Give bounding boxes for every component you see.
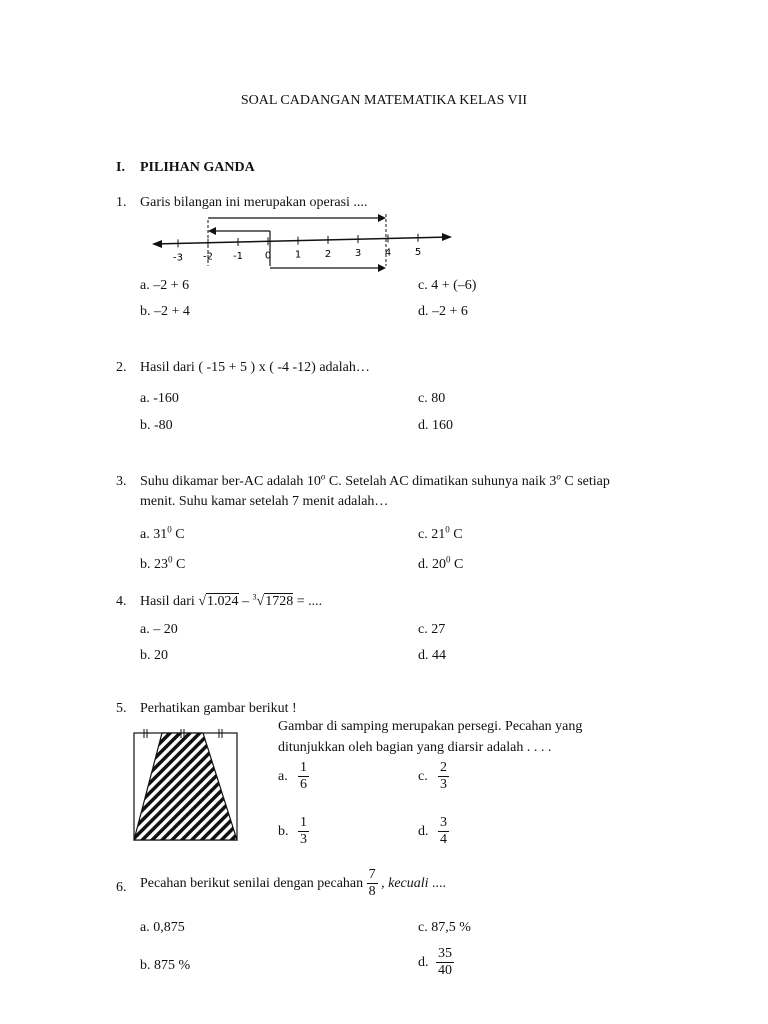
q6-option-a[interactable]: a. 0,875: [140, 920, 185, 935]
q5-option-a[interactable]: a. $\frac{1}{6}$: [278, 760, 307, 793]
axis-tick-label: 4: [384, 247, 392, 259]
axis-tick-label: 5: [414, 246, 422, 258]
q1-option-d[interactable]: d. –2 + 6: [418, 304, 468, 319]
q3-option-a[interactable]: a. $31^0$ C: [140, 524, 185, 542]
q2-number: 2.: [116, 360, 127, 375]
q3-option-b[interactable]: b. $23^0$ C: [140, 554, 186, 572]
q1-text: Garis bilangan ini merupakan operasi ....: [140, 195, 368, 210]
q6-option-c[interactable]: c. 87,5 %: [418, 920, 471, 935]
section-title: PILIHAN GANDA: [140, 160, 255, 175]
q3-line2: menit. Suhu kamar setelah 7 menit adalah…: [140, 494, 389, 509]
q5-option-c[interactable]: c. $\frac{2}{3}$: [418, 760, 447, 793]
q1-option-a[interactable]: a. –2 + 6: [140, 278, 190, 293]
sqrt-sign: √: [198, 594, 207, 609]
q4-option-b[interactable]: b. 20: [140, 648, 168, 663]
q5-option-d[interactable]: d. $\frac{3}{4}$: [418, 815, 447, 848]
q4-option-c[interactable]: c. 27: [418, 622, 446, 637]
q6-option-b[interactable]: b. 875 %: [140, 958, 191, 973]
number-line-axis: [154, 237, 450, 244]
q1-option-c[interactable]: c. 4 + (–6): [418, 278, 477, 293]
page-title: SOAL CADANGAN MATEMATIKA KELAS VII: [240, 93, 528, 108]
axis-tick-label: 3: [354, 248, 362, 260]
axis-right-arrowhead: [442, 233, 452, 241]
q5-desc-line2: ditunjukkan oleh bagian yang diarsir adalah . . . .: [278, 740, 552, 755]
q1-number: 1.: [116, 195, 127, 210]
q1-option-b[interactable]: b. –2 + 4: [140, 304, 190, 319]
q3-option-d[interactable]: d. $20^0$ C: [418, 554, 464, 572]
q4-text: Hasil dari √1.024 – $^3$√1728 = ....: [140, 592, 323, 609]
cbrt-sign: √: [256, 594, 265, 609]
number-line-diagram: [140, 210, 460, 280]
q2-option-a[interactable]: a. -160: [140, 391, 179, 406]
axis-left-arrowhead: [152, 240, 162, 248]
axis-tick-label: -3: [173, 252, 183, 264]
q2-option-d[interactable]: d. 160: [418, 418, 453, 433]
section-number: I.: [116, 160, 125, 175]
q2-option-c[interactable]: c. 80: [418, 391, 446, 406]
q2-text: Hasil dari ( -15 + 5 ) x ( -4 -12) adalah…: [140, 360, 370, 375]
q3-number: 3.: [116, 474, 127, 489]
q5-text: Perhatikan gambar berikut !: [140, 701, 297, 716]
axis-tick-label: -2: [203, 251, 213, 263]
q3-line1: Suhu dikamar ber-AC adalah 10$^o$ C. Setelah AC dimatikan suhunya naik 3$^o$ C setiap: [140, 471, 610, 489]
axis-tick-label: 0: [264, 250, 272, 262]
q6-text: Pecahan berikut senilai dengan pecahan $\frac{7}{8}$ , kecuali ....: [140, 867, 447, 900]
q2-option-b[interactable]: b. -80: [140, 418, 173, 433]
q4-option-d[interactable]: d. 44: [418, 648, 446, 663]
q4-number: 4.: [116, 594, 127, 609]
q6-number: 6.: [116, 880, 127, 895]
axis-tick-label: 1: [294, 249, 302, 261]
hatched-square-figure: [132, 729, 240, 843]
q4-option-a[interactable]: a. – 20: [140, 622, 178, 637]
q5-option-b[interactable]: b. $\frac{1}{3}$: [278, 815, 307, 848]
q5-desc-line1: Gambar di samping merupakan persegi. Pecahan yang: [278, 719, 583, 734]
q5-number: 5.: [116, 701, 127, 716]
axis-tick-label: -1: [233, 251, 243, 263]
axis-tick-label: 2: [324, 248, 332, 260]
q6-option-d[interactable]: d. $\frac{35}{40}$: [418, 946, 452, 979]
q3-option-c[interactable]: c. $21^0$ C: [418, 524, 463, 542]
cbrt-index: 3: [252, 592, 257, 602]
